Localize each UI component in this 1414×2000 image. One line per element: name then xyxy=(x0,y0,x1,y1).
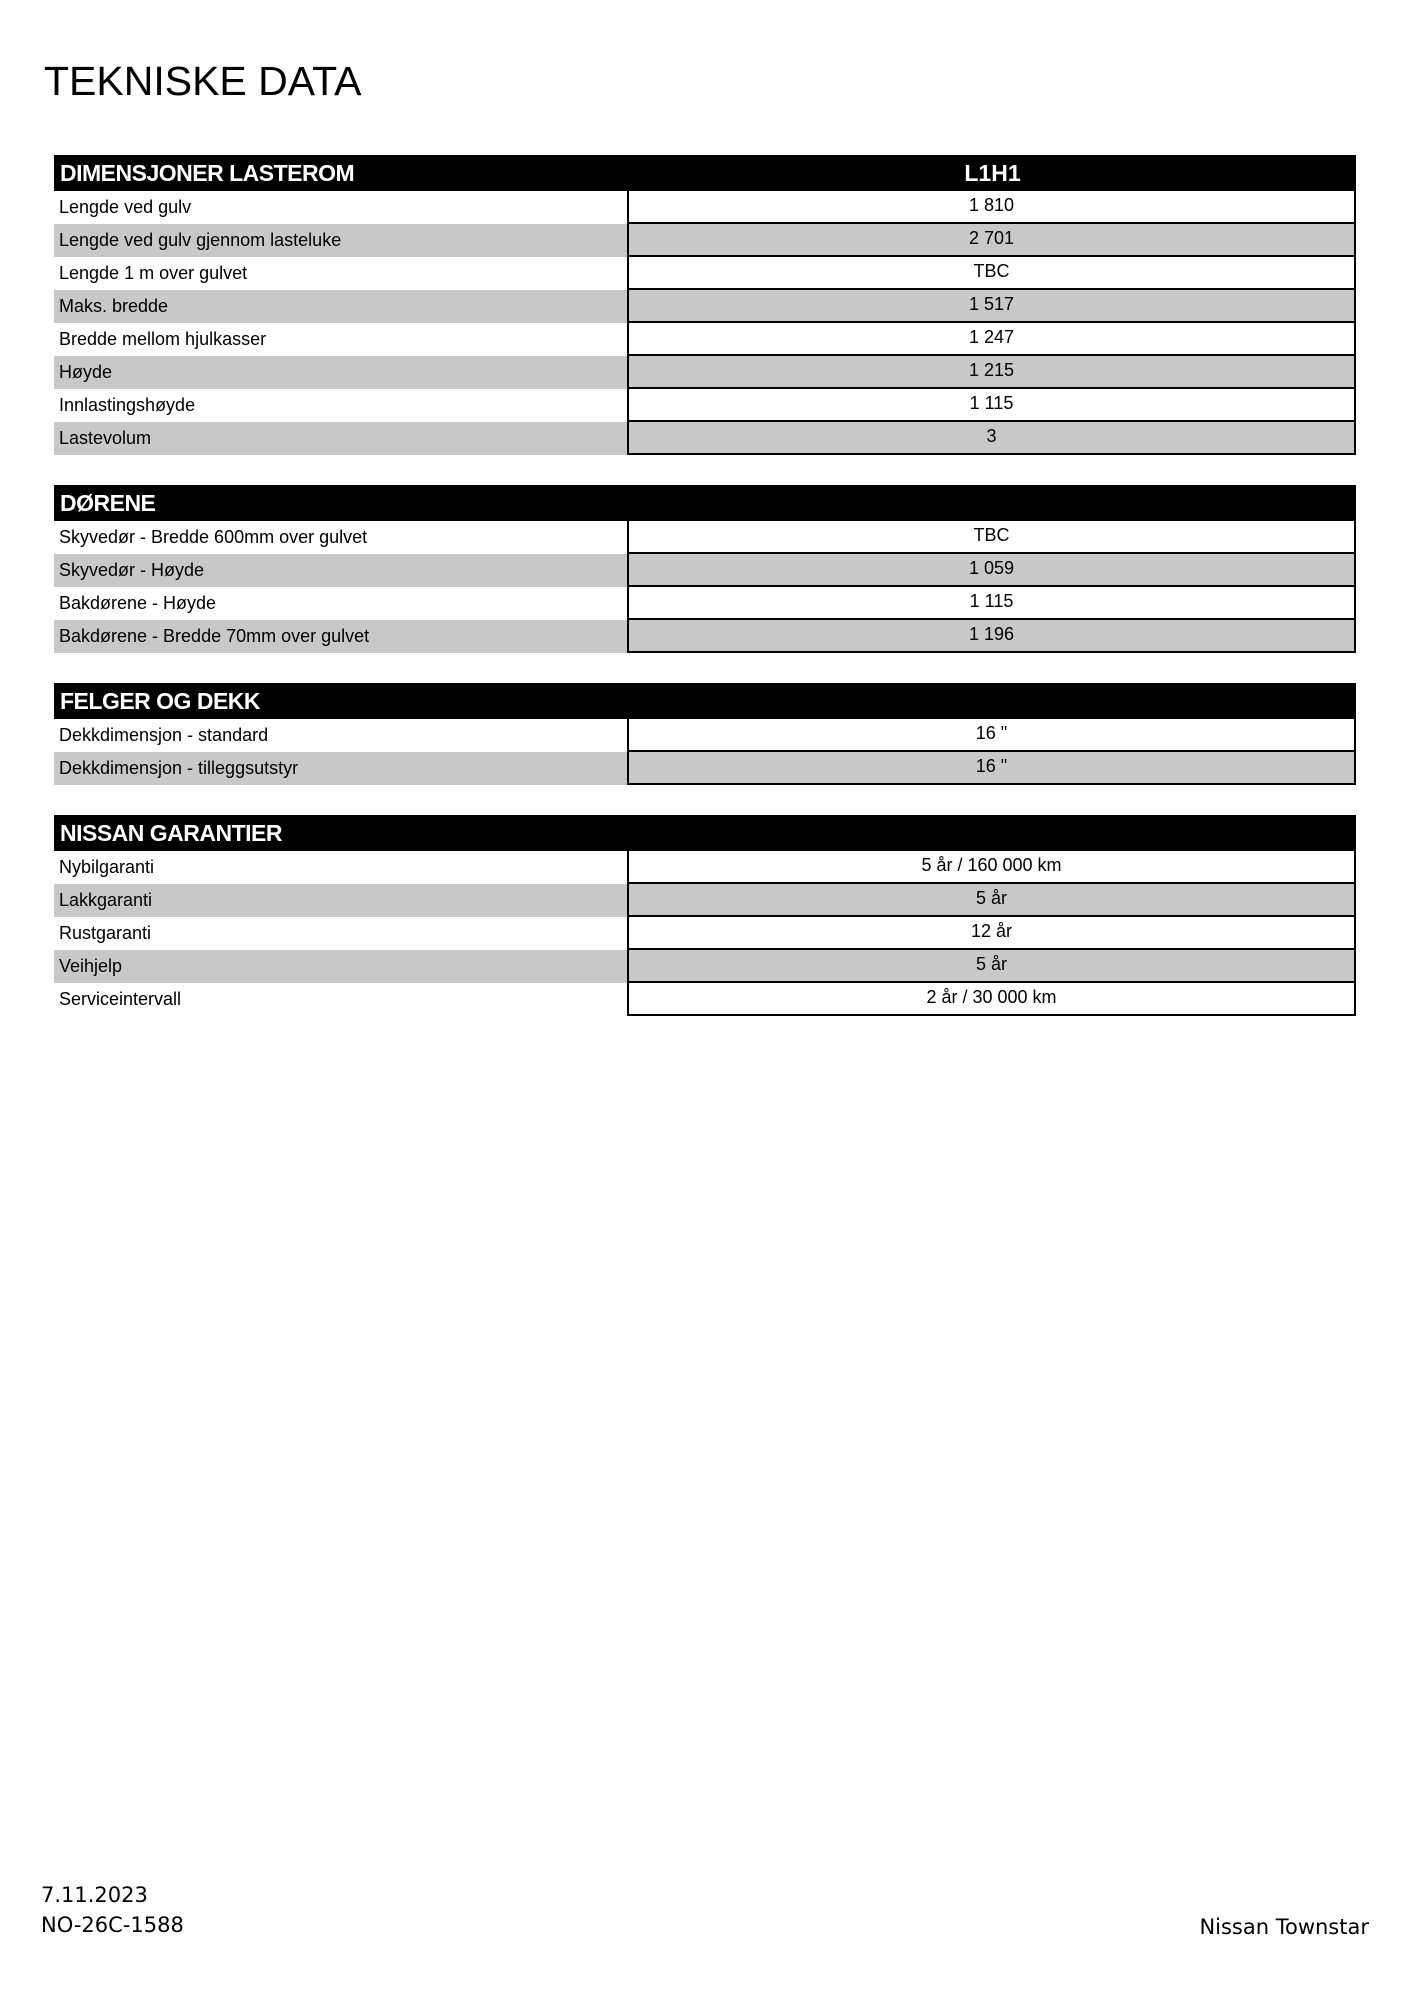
table-row xyxy=(54,917,1356,950)
section-heading: NISSAN GARANTIER xyxy=(60,820,283,846)
row-value: 5 år xyxy=(627,950,1356,983)
spec-tables xyxy=(54,155,1356,1046)
row-label: Bredde mellom hjulkasser xyxy=(54,323,627,356)
row-value: 12 år xyxy=(627,917,1356,950)
row-value: 1 115 xyxy=(627,587,1356,620)
table-row xyxy=(54,257,1356,290)
column-heading xyxy=(631,487,1354,519)
page-title: TEKNISKE DATA xyxy=(44,58,362,104)
row-value: 5 år / 160 000 km xyxy=(627,851,1356,884)
row-label: Lakkgaranti xyxy=(54,884,627,917)
table-row xyxy=(54,389,1356,422)
row-value: 1 215 xyxy=(627,356,1356,389)
row-value: TBC xyxy=(627,257,1356,290)
column-heading: L1H1 xyxy=(964,160,1021,186)
row-value: 5 år xyxy=(627,884,1356,917)
row-value: 1 115 xyxy=(627,389,1356,422)
table-row xyxy=(54,290,1356,323)
footer-left xyxy=(41,1880,184,1940)
table-row xyxy=(54,422,1356,455)
footer-code: NO-26C-1588 xyxy=(41,1913,184,1937)
row-value: 1 247 xyxy=(627,323,1356,356)
row-label: Høyde xyxy=(54,356,627,389)
table-row xyxy=(54,521,1356,554)
section-header xyxy=(54,815,1356,851)
row-value: 2 år / 30 000 km xyxy=(627,983,1356,1016)
section-wheels-tyres xyxy=(54,683,1356,785)
section-heading: FELGER OG DEKK xyxy=(60,688,261,714)
table-row xyxy=(54,884,1356,917)
section-header xyxy=(54,485,1356,521)
table-row xyxy=(54,587,1356,620)
row-label: Bakdørene - Høyde xyxy=(54,587,627,620)
row-label: Innlastingshøyde xyxy=(54,389,627,422)
row-label: Lengde 1 m over gulvet xyxy=(54,257,627,290)
table-row xyxy=(54,554,1356,587)
row-value: 16 " xyxy=(627,719,1356,752)
row-value: 1 810 xyxy=(627,191,1356,224)
row-label: Nybilgaranti xyxy=(54,851,627,884)
table-row xyxy=(54,719,1356,752)
row-value: 1 059 xyxy=(627,554,1356,587)
row-label: Lengde ved gulv xyxy=(54,191,627,224)
section-heading: DIMENSJONER LASTEROM xyxy=(60,160,355,186)
row-value: TBC xyxy=(627,521,1356,554)
row-label: Serviceintervall xyxy=(54,983,627,1016)
footer-date: 7.11.2023 xyxy=(41,1883,148,1907)
section-heading: DØRENE xyxy=(60,490,156,516)
row-value: 1 196 xyxy=(627,620,1356,653)
row-label: Dekkdimensjon - standard xyxy=(54,719,627,752)
section-dimensions xyxy=(54,155,1356,455)
row-label: Bakdørene - Bredde 70mm over gulvet xyxy=(54,620,627,653)
row-value: 3 xyxy=(627,422,1356,455)
row-value: 1 517 xyxy=(627,290,1356,323)
section-warranties xyxy=(54,815,1356,1016)
row-label: Maks. bredde xyxy=(54,290,627,323)
table-row xyxy=(54,950,1356,983)
section-doors xyxy=(54,485,1356,653)
table-row xyxy=(54,851,1356,884)
table-row xyxy=(54,224,1356,257)
table-row xyxy=(54,323,1356,356)
section-header xyxy=(54,683,1356,719)
table-row xyxy=(54,356,1356,389)
row-label: Dekkdimensjon - tilleggsutstyr xyxy=(54,752,627,785)
column-heading xyxy=(631,685,1354,717)
row-label: Skyvedør - Høyde xyxy=(54,554,627,587)
row-value: 2 701 xyxy=(627,224,1356,257)
row-label: Rustgaranti xyxy=(54,917,627,950)
table-row xyxy=(54,191,1356,224)
column-heading xyxy=(631,817,1354,849)
footer-model: Nissan Townstar xyxy=(1199,1915,1369,1939)
section-header xyxy=(54,155,1356,191)
table-row xyxy=(54,752,1356,785)
row-label: Skyvedør - Bredde 600mm over gulvet xyxy=(54,521,627,554)
table-row xyxy=(54,983,1356,1016)
row-label: Lengde ved gulv gjennom lasteluke xyxy=(54,224,627,257)
row-value: 16 " xyxy=(627,752,1356,785)
table-row xyxy=(54,620,1356,653)
row-label: Veihjelp xyxy=(54,950,627,983)
row-label: Lastevolum xyxy=(54,422,627,455)
